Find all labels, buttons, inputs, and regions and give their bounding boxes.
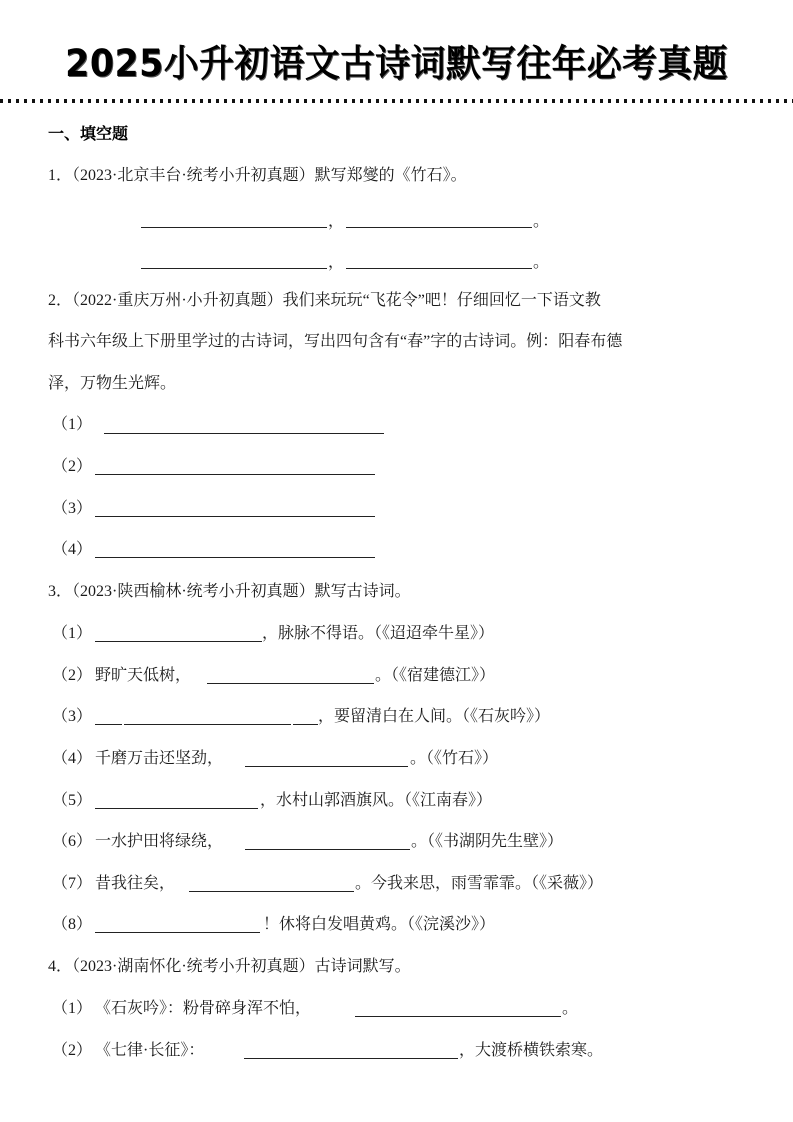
- q4-item-2-before: 《七律·长征》：: [95, 1042, 205, 1059]
- q3-item-2-after: 。（《宿建德江》）: [375, 667, 496, 684]
- q3-item-3-blank-c[interactable]: [293, 724, 318, 725]
- q1-blank-3[interactable]: [141, 268, 327, 269]
- q2-item-1-num: （1）: [52, 416, 93, 433]
- q3-item-5-num: （5）: [52, 792, 93, 809]
- q2-item-4-blank[interactable]: [95, 557, 375, 558]
- q2-item-2-num: （2）: [52, 458, 93, 475]
- q3-item-2-before: 野旷天低树，: [95, 667, 192, 684]
- q3-item-6-blank[interactable]: [245, 849, 410, 850]
- q3-item-1-num: （1）: [52, 625, 93, 642]
- q1-comma-1: ，: [328, 213, 345, 230]
- q3-item-7-blank[interactable]: [189, 891, 354, 892]
- q4-item-1-num: （1）: [52, 1000, 93, 1017]
- q4-stem: 4．（2023·湖南怀化·统考小升初真题）古诗词默写。: [48, 958, 411, 975]
- q3-item-5-blank[interactable]: [95, 808, 258, 809]
- q3-item-8-blank[interactable]: [95, 932, 260, 933]
- q4-item-1-before: 《石灰吟》：粉骨碎身浑不怕，: [95, 1000, 312, 1017]
- section-heading: 一、填空题: [48, 124, 129, 143]
- q3-item-6-after: 。（《书湖阴先生壁》）: [411, 833, 564, 850]
- q3-item-7-before: 昔我往矣，: [95, 875, 176, 892]
- q2-item-1-blank[interactable]: [104, 433, 384, 434]
- q2-item-3-blank[interactable]: [95, 516, 375, 517]
- page-title: 2025小升初语文古诗词默写往年必考真题: [65, 42, 728, 85]
- q2-stem-line-2: 科书六年级上下册里学过的古诗词，写出四句含有“春”字的古诗词。例：阳春布德: [48, 333, 623, 350]
- q3-item-4-before: 千磨万击还坚劲，: [95, 750, 224, 767]
- q3-item-5-after: ，水村山郭酒旗风。（《江南春》）: [260, 792, 493, 809]
- q4-item-2-blank[interactable]: [244, 1058, 458, 1059]
- q3-item-1-after: ，脉脉不得语。（《迢迢牵牛星》）: [262, 625, 495, 642]
- q3-item-4-num: （4）: [52, 750, 93, 767]
- q1-comma-2: ，: [328, 254, 345, 271]
- q2-item-4-num: （4）: [52, 541, 93, 558]
- q1-blank-2[interactable]: [346, 227, 532, 228]
- q3-item-1-blank[interactable]: [95, 641, 262, 642]
- q1-period-1: 。: [533, 213, 550, 230]
- q3-item-4-after: 。（《竹石》）: [410, 750, 499, 767]
- q3-item-3-blank-a[interactable]: [95, 724, 122, 725]
- q3-item-6-num: （6）: [52, 833, 93, 850]
- q1-period-2: 。: [533, 254, 550, 271]
- q3-item-3-blank-b[interactable]: [124, 724, 291, 725]
- q1-blank-1[interactable]: [141, 227, 327, 228]
- q3-item-4-blank[interactable]: [245, 766, 408, 767]
- q2-item-3-num: （3）: [52, 500, 93, 517]
- q3-item-8-num: （8）: [52, 916, 93, 933]
- q2-stem-line-1: 2．（2022·重庆万州·小升初真题）我们来玩玩“飞花令”吧！仔细回忆一下语文教: [48, 292, 601, 309]
- q3-item-7-after: 。今我来思，雨雪霏霏。（《采薇》）: [355, 875, 604, 892]
- q1-blank-4[interactable]: [346, 268, 532, 269]
- q3-item-2-num: （2）: [52, 667, 93, 684]
- dotted-divider: [0, 99, 793, 103]
- q2-item-2-blank[interactable]: [95, 474, 375, 475]
- q3-item-2-blank[interactable]: [207, 683, 374, 684]
- q4-item-2-after: ，大渡桥横铁索寒。: [459, 1042, 604, 1059]
- q3-item-8-after: ！休将白发唱黄鸡。（《浣溪沙》）: [263, 916, 496, 933]
- q3-stem: 3．（2023·陕西榆林·统考小升初真题）默写古诗词。: [48, 583, 411, 600]
- q4-item-1-after: 。: [562, 1000, 579, 1017]
- q4-item-1-blank[interactable]: [355, 1016, 561, 1017]
- q3-item-3-num: （3）: [52, 708, 93, 725]
- q4-item-2-num: （2）: [52, 1042, 93, 1059]
- q1-stem: 1．（2023·北京丰台·统考小升初真题）默写郑燮的《竹石》。: [48, 167, 467, 184]
- q3-item-7-num: （7）: [52, 875, 93, 892]
- q2-stem-line-3: 泽，万物生光辉。: [48, 375, 177, 392]
- q3-item-6-before: 一水护田将绿绕，: [95, 833, 224, 850]
- q3-item-3-after: ，要留清白在人间。（《石灰吟》）: [318, 708, 551, 725]
